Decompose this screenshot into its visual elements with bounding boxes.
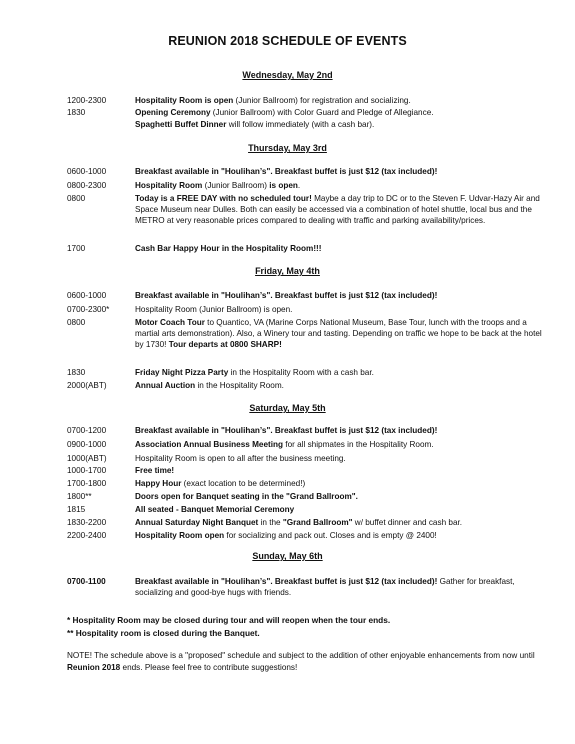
final-note: NOTE! The schedule above is a "proposed" schedule and subject to the addition of other enjoyable enhancements from now until Reunion 2018 ends. Please feel free to contribute suggestions! xyxy=(67,651,535,672)
event-description: Cash Bar Happy Hour in the Hospitality Room!!! xyxy=(135,244,322,253)
event-description: Breakfast available in "Houlihan’s". Breakfast buffet is just $12 (tax included)! xyxy=(135,291,438,300)
event-time: 2200-2400 xyxy=(67,531,107,540)
event-time: 0600-1000 xyxy=(67,167,107,176)
event-time: 1000-1700 xyxy=(67,466,107,475)
event-description: Hospitality Room (Junior Ballroom) is open. xyxy=(135,305,293,314)
event-description: Breakfast available in "Houlihan’s". Breakfast buffet is just $12 (tax included)! xyxy=(135,167,438,176)
event-time: 1700-1800 xyxy=(67,479,107,488)
event-description: Free time! xyxy=(135,466,175,475)
event-row xyxy=(67,504,547,515)
event-row xyxy=(67,425,547,436)
event-time: 1000(ABT) xyxy=(67,454,107,463)
event-time: 1830 xyxy=(67,368,86,377)
event-description: Association Annual Business Meeting for all shipmates in the Hospitality Room. xyxy=(135,440,434,449)
day-heading: Wednesday, May 2nd xyxy=(242,70,333,80)
day-heading: Sunday, May 6th xyxy=(252,551,323,561)
note-banquet: ** Hospitality room is closed during the Banquet. xyxy=(67,628,260,638)
event-row xyxy=(67,491,547,502)
event-row xyxy=(67,317,547,350)
event-time: 1200-2300 xyxy=(67,96,107,105)
event-description: Hospitality Room open for socializing and pack out. Closes and is empty @ 2400! xyxy=(135,531,437,540)
event-time: 0800 xyxy=(67,194,86,203)
event-description: Motor Coach Tour to Quantico, VA (Marine Corps National Museum, Base Tour, lunch with the troops and a martial arts demonstration). Also, a Winery tour and tasting. Depending on traffic we hope to be back at the hotel by 1730! Tour departs at 0800 SHARP! xyxy=(135,318,542,349)
event-row xyxy=(67,453,547,464)
event-description: Breakfast available in "Houlihan’s". Breakfast buffet is just $12 (tax included)! xyxy=(135,426,438,435)
event-description: Doors open for Banquet seating in the "Grand Ballroom". xyxy=(135,492,358,501)
day-heading: Saturday, May 5th xyxy=(249,403,326,413)
event-time: 0700-1200 xyxy=(67,426,107,435)
event-description: Hospitality Room is open (Junior Ballroom) for registration and socializing. xyxy=(135,96,411,105)
event-row xyxy=(67,517,547,528)
event-description: Today is a FREE DAY with no scheduled tour! Maybe a day trip to DC or to the Steven F. Udvar-Hazy Air and Space Museum near Dulles. Both can easily be accessed via a combination of hotel shuttle, local bus and the METRO at very reasonable prices compared to dealing with traffic and parking availability/prices. xyxy=(135,194,540,225)
event-row xyxy=(67,530,547,541)
event-description: Happy Hour (exact location to be determined!) xyxy=(135,479,306,488)
event-description: Annual Saturday Night Banquet in the "Grand Ballroom" w/ buffet dinner and cash bar. xyxy=(135,518,463,527)
day-heading: Thursday, May 3rd xyxy=(248,143,327,153)
event-time: 1830 xyxy=(67,108,86,117)
page-title: REUNION 2018 SCHEDULE OF EVENTS xyxy=(168,34,407,48)
event-description: Opening Ceremony (Junior Ballroom) with Color Guard and Pledge of Allegiance. xyxy=(135,108,434,117)
event-row xyxy=(67,439,547,450)
event-row xyxy=(67,180,547,191)
event-row xyxy=(67,465,547,476)
event-row xyxy=(67,107,547,118)
event-description: Hospitality Room (Junior Ballroom) is open. xyxy=(135,181,301,190)
event-description: Spaghetti Buffet Dinner will follow immediately (with a cash bar). xyxy=(135,120,375,129)
event-description: Annual Auction in the Hospitality Room. xyxy=(135,381,284,390)
event-row xyxy=(67,166,547,177)
event-row xyxy=(67,95,547,106)
note-tour: * Hospitality Room may be closed during tour and will reopen when the tour ends. xyxy=(67,615,391,625)
event-description: Breakfast available in "Houlihan’s". Breakfast buffet is just $12 (tax included)! Gather for breakfast, socializing and good-bye hugs with friends. xyxy=(135,577,515,597)
day-heading: Friday, May 4th xyxy=(255,266,320,276)
event-time xyxy=(67,119,135,130)
event-row xyxy=(67,380,547,391)
event-row xyxy=(67,367,547,378)
event-description: Hospitality Room is open to all after the business meeting. xyxy=(135,454,346,463)
event-time: 0900-1000 xyxy=(67,440,107,449)
event-time: 0800-2300 xyxy=(67,181,107,190)
event-row xyxy=(67,193,547,226)
event-time: 1830-2200 xyxy=(67,518,107,527)
event-time: 1800** xyxy=(67,492,92,501)
event-row xyxy=(67,304,547,315)
event-row xyxy=(67,576,547,598)
event-row xyxy=(67,290,547,301)
event-row xyxy=(67,243,547,254)
event-row xyxy=(67,119,547,130)
event-row xyxy=(67,478,547,489)
event-description: All seated - Banquet Memorial Ceremony xyxy=(135,505,295,514)
event-time: 0700-2300* xyxy=(67,305,110,314)
event-time: 1815 xyxy=(67,505,86,514)
event-time: 2000(ABT) xyxy=(67,381,107,390)
event-description: Friday Night Pizza Party in the Hospitality Room with a cash bar. xyxy=(135,368,374,377)
event-time: 1700 xyxy=(67,244,86,253)
event-time: 0800 xyxy=(67,318,86,327)
event-time: 0700-1100 xyxy=(67,577,106,586)
event-time: 0600-1000 xyxy=(67,291,107,300)
